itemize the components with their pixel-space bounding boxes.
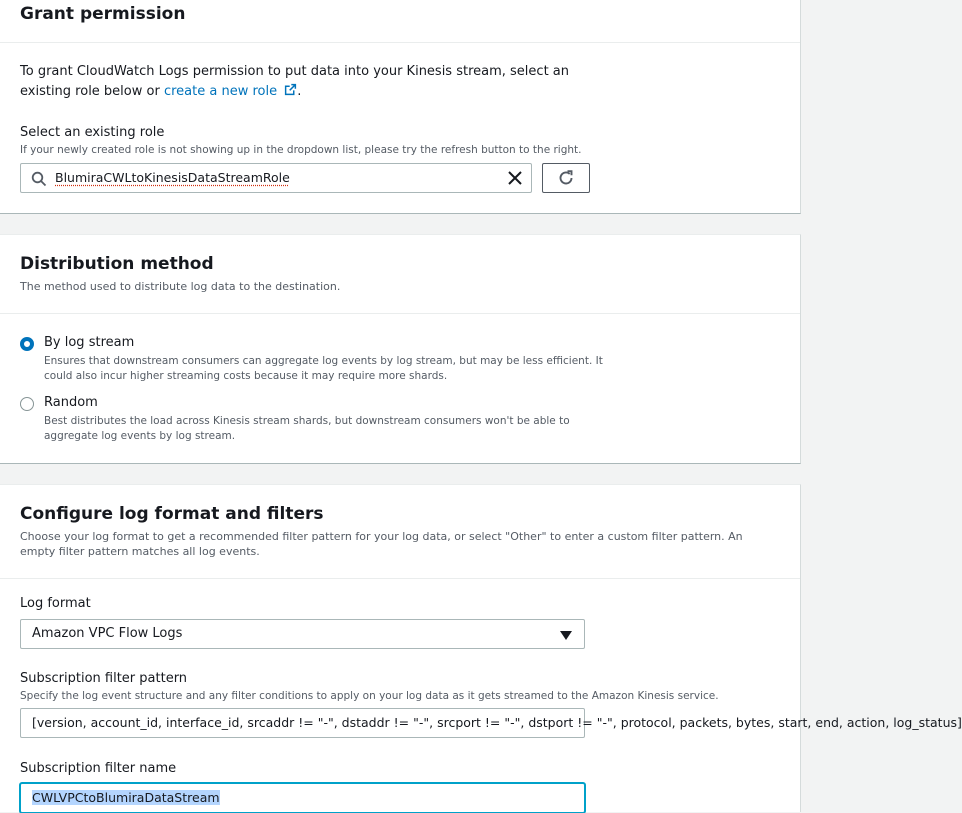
distribution-method-panel (0, 234, 801, 464)
create-new-role-link[interactable] (164, 84, 297, 99)
create-new-role-link-text: create a new role (163, 84, 278, 99)
radio-random[interactable] (20, 397, 34, 411)
grant-intro-body: To grant CloudWatch Logs permission to put data into your Kinesis stream, select an existing role below or (20, 64, 570, 99)
select-role-label: Select an existing role (20, 125, 165, 140)
filter-pattern-label: Subscription filter pattern (20, 671, 188, 686)
caret-down-icon (560, 631, 572, 640)
distribution-method-header (0, 235, 800, 314)
refresh-button[interactable] (542, 163, 590, 193)
radio-random-label[interactable]: Random (44, 395, 98, 410)
role-search-value: BlumiraCWLtoKinesisDataStreamRole (55, 170, 290, 185)
log-format-select[interactable] (20, 619, 585, 649)
grant-permission-title: Grant permission (20, 4, 186, 24)
radio-random-description: Best distributes the load across Kinesis stream shards, but downstream consumers won't be able to aggregate log events by log stream. (44, 415, 570, 442)
search-icon (31, 171, 47, 187)
grant-permission-panel (0, 0, 801, 214)
log-format-label: Log format (20, 596, 91, 611)
filter-pattern-input[interactable] (20, 708, 962, 738)
radio-by-log-stream-description: Ensures that downstream consumers can aggregate log events by log stream, but may be less efficient. It could also incur higher streaming costs because it may require more shards. (44, 355, 603, 382)
configure-log-format-title: Configure log format and filters (20, 504, 324, 524)
configure-log-format-header (0, 485, 800, 579)
filter-name-input[interactable] (20, 783, 585, 813)
configure-log-format-description: Choose your log format to get a recommended filter pattern for your log data, or select "Other" to enter a custom filter pattern. An empty filter pattern matches all log events. (20, 530, 743, 558)
external-link-icon (284, 83, 297, 96)
role-search-input[interactable] (20, 163, 532, 193)
filter-pattern-value: [version, account_id, interface_id, srcaddr != "-", dstaddr != "-", srcport != "-", dstport != "-", protocol, packets, bytes, start, end, action, log_status] (32, 715, 962, 730)
filter-name-label: Subscription filter name (20, 761, 177, 776)
radio-by-log-stream[interactable] (20, 337, 34, 351)
grant-intro-text (20, 62, 580, 102)
log-format-value: Amazon VPC Flow Logs (32, 626, 183, 641)
grant-intro-end: . (297, 84, 302, 99)
clear-icon[interactable] (507, 170, 523, 186)
distribution-method-description: The method used to distribute log data to the destination. (20, 280, 341, 293)
radio-by-log-stream-label[interactable]: By log stream (44, 335, 135, 350)
filter-name-value: CWLVPCtoBlumiraDataStream (32, 790, 220, 805)
grant-permission-header (0, 0, 800, 43)
refresh-icon (557, 169, 575, 187)
filter-pattern-hint: Specify the log event structure and any filter conditions to apply on your log data as it gets streamed to the Amazon Kinesis service. (20, 690, 719, 702)
distribution-method-title: Distribution method (20, 254, 214, 274)
configure-log-format-panel (0, 484, 962, 812)
select-role-hint: If your newly created role is not showing up in the dropdown list, please try the refresh button to the right. (20, 144, 582, 156)
